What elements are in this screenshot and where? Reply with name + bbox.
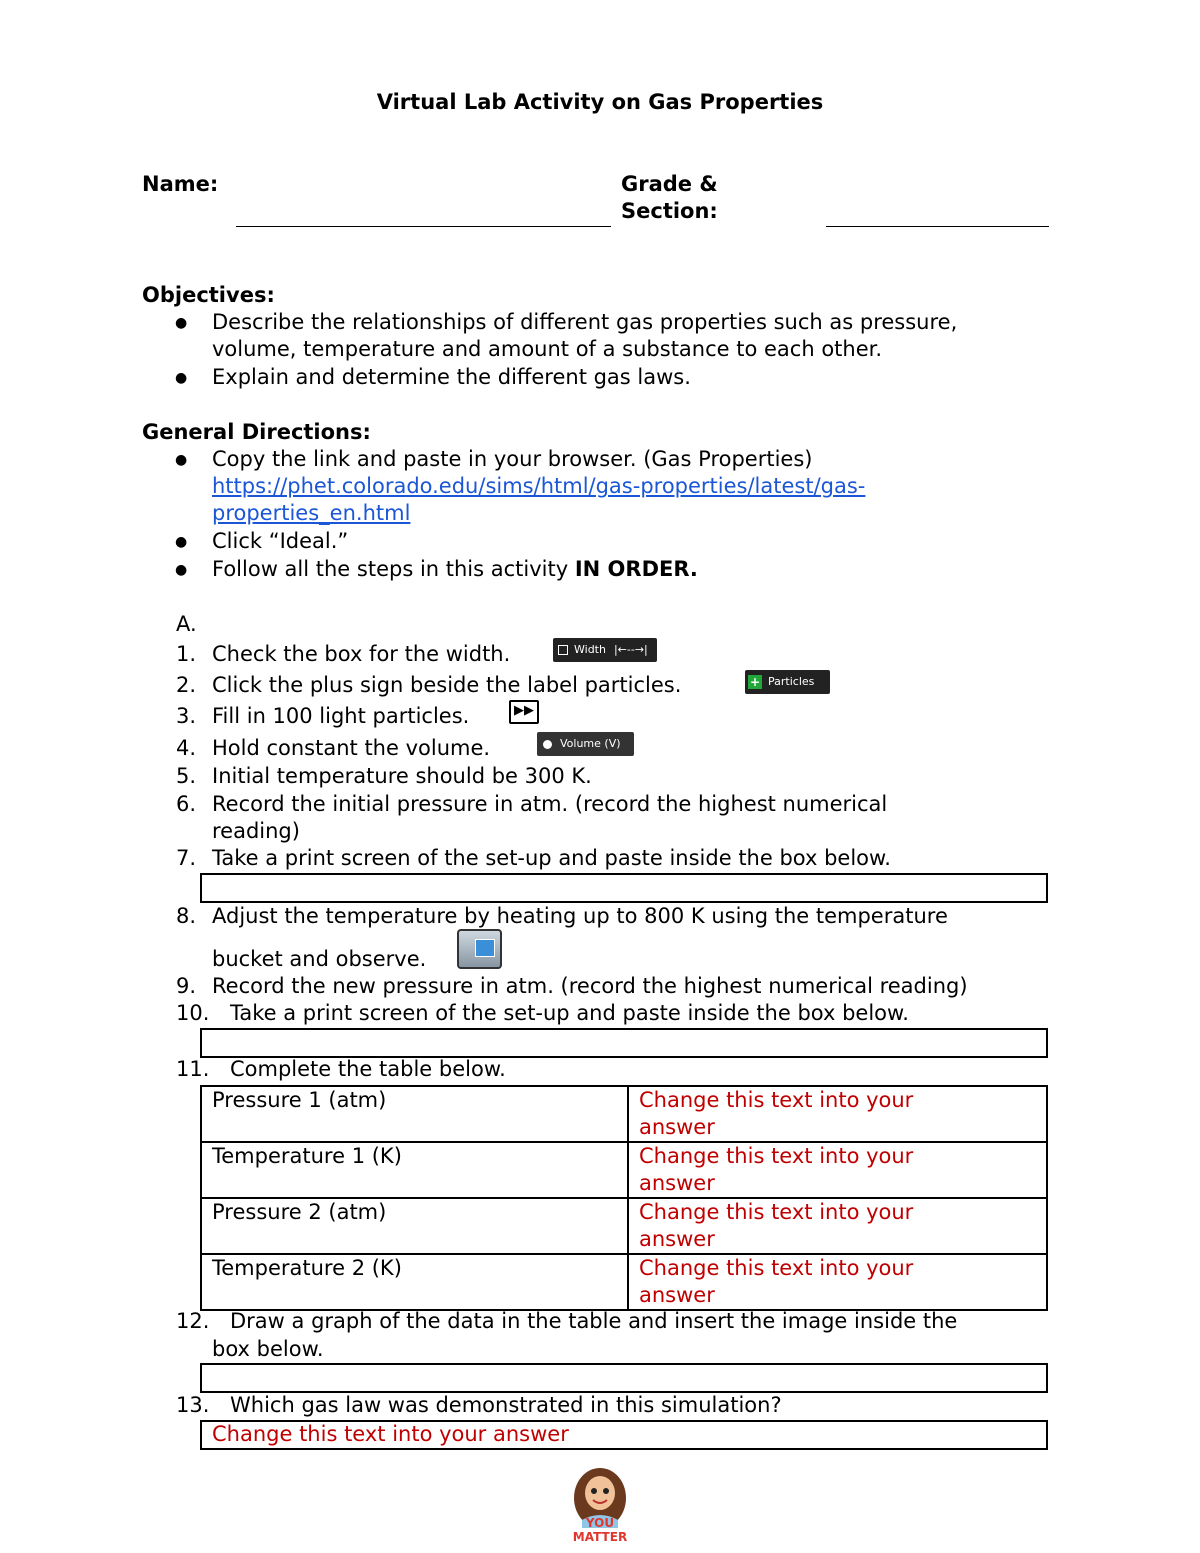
step-2: Click the plus sign beside the label particles. (212, 673, 682, 697)
step-number: 10. (176, 1001, 210, 1025)
final-answer-text[interactable]: Change this text into your answer (212, 1422, 569, 1446)
width-icon-label: Width (574, 643, 606, 656)
graph-box[interactable] (200, 1363, 1048, 1393)
particles-icon-label: Particles (768, 675, 815, 688)
step-1: Check the box for the width. (212, 642, 511, 666)
step-number: 12. (176, 1309, 210, 1333)
table-row (201, 1142, 1047, 1198)
table-label-cell: Temperature 2 (K) (201, 1254, 628, 1310)
answer-line: answer (639, 1227, 715, 1251)
grade-blank-line[interactable] (826, 226, 1049, 227)
step-12-line1: Draw a graph of the data in the table and insert the image inside the (230, 1309, 958, 1333)
direction-3 (212, 556, 698, 583)
answer-cell[interactable] (628, 1142, 1047, 1198)
step-number: 4. (176, 736, 197, 760)
you-matter-logo (560, 1460, 640, 1544)
step-number: 2. (176, 673, 197, 697)
step-12-line2: box below. (212, 1337, 324, 1361)
answer-line: answer (639, 1171, 715, 1195)
volume-icon-label: Volume (V) (560, 737, 621, 750)
step-3: Fill in 100 light particles. (212, 704, 470, 728)
phet-link-line2[interactable]: properties_en.html (212, 501, 411, 525)
step-number: 5. (176, 764, 197, 788)
screenshot-box-2[interactable] (200, 1028, 1048, 1058)
table-row (201, 1086, 1047, 1142)
grade-label-line2: Section: (621, 199, 718, 223)
step-7: Take a print screen of the set-up and paste inside the box below. (212, 846, 891, 870)
table-row (201, 1198, 1047, 1254)
bullet-icon: ● (175, 370, 188, 386)
objective-2: Explain and determine the different gas laws. (212, 365, 691, 389)
bullet-icon: ● (175, 452, 188, 468)
bullet-icon: ● (175, 562, 188, 578)
step-number: 7. (176, 846, 197, 870)
step-number: 9. (176, 974, 197, 998)
answer-line: answer (639, 1283, 715, 1307)
temperature-bucket-icon (457, 929, 502, 969)
objective-1-line1: Describe the relationships of different gas properties such as pressure, (212, 310, 958, 334)
data-table (200, 1085, 1048, 1311)
answer-line: Change this text into your (639, 1256, 914, 1280)
table-label-cell: Pressure 1 (atm) (201, 1086, 628, 1142)
step-8-line2: bucket and observe. (212, 947, 427, 971)
step-6-line2: reading) (212, 819, 300, 843)
bullet-icon: ● (175, 315, 188, 331)
direction-1: Copy the link and paste in your browser. (Gas Properties) (212, 447, 813, 471)
directions-heading: General Directions: (142, 420, 371, 444)
width-checkbox-icon: Width |←--→| (553, 638, 657, 662)
screenshot-box-1[interactable] (200, 873, 1048, 903)
step-4: Hold constant the volume. (212, 736, 491, 760)
step-number: 8. (176, 904, 197, 928)
phet-link-line1[interactable]: https://phet.colorado.edu/sims/html/gas-properties/latest/gas- (212, 474, 866, 498)
table-label-cell: Temperature 1 (K) (201, 1142, 628, 1198)
step-11: Complete the table below. (230, 1057, 506, 1081)
answer-line: Change this text into your (639, 1144, 914, 1168)
answer-cell[interactable] (628, 1086, 1047, 1142)
answer-line: Change this text into your (639, 1088, 914, 1112)
step-number: 11. (176, 1057, 210, 1081)
logo-text: YOU MATTER (572, 1516, 628, 1544)
table-label-cell: Pressure 2 (atm) (201, 1198, 628, 1254)
fast-forward-icon: ▶▶ (509, 700, 539, 724)
section-a-label: A. (176, 612, 197, 636)
step-13: Which gas law was demonstrated in this simulation? (230, 1393, 782, 1417)
step-number: 13. (176, 1393, 210, 1417)
answer-line: Change this text into your (639, 1200, 914, 1224)
step-number: 3. (176, 704, 197, 728)
objectives-heading: Objectives: (142, 283, 275, 307)
step-number: 1. (176, 642, 197, 666)
step-10: Take a print screen of the set-up and paste inside the box below. (230, 1001, 909, 1025)
name-label: Name: (142, 172, 219, 196)
table-row (201, 1254, 1047, 1310)
grade-label-line1: Grade & (621, 172, 718, 196)
objective-1-line2: volume, temperature and amount of a substance to each other. (212, 337, 883, 361)
name-blank-line[interactable] (236, 226, 611, 227)
direction-3-emphasis: IN ORDER. (574, 557, 698, 581)
volume-radio-icon (537, 732, 634, 756)
answer-cell[interactable] (628, 1254, 1047, 1310)
step-6-line1: Record the initial pressure in atm. (record the highest numerical (212, 792, 888, 816)
answer-cell[interactable] (628, 1198, 1047, 1254)
step-number: 6. (176, 792, 197, 816)
answer-line: answer (639, 1115, 715, 1139)
step-8-line1: Adjust the temperature by heating up to 800 K using the temperature (212, 904, 948, 928)
bullet-icon: ● (175, 534, 188, 550)
direction-3-text: Follow all the steps in this activity (212, 557, 575, 581)
particles-plus-icon: + Particles (745, 670, 830, 694)
page-title: Virtual Lab Activity on Gas Properties (376, 90, 824, 114)
step-5: Initial temperature should be 300 K. (212, 764, 592, 788)
step-9: Record the new pressure in atm. (record the highest numerical reading) (212, 974, 968, 998)
direction-2: Click “Ideal.” (212, 529, 349, 553)
